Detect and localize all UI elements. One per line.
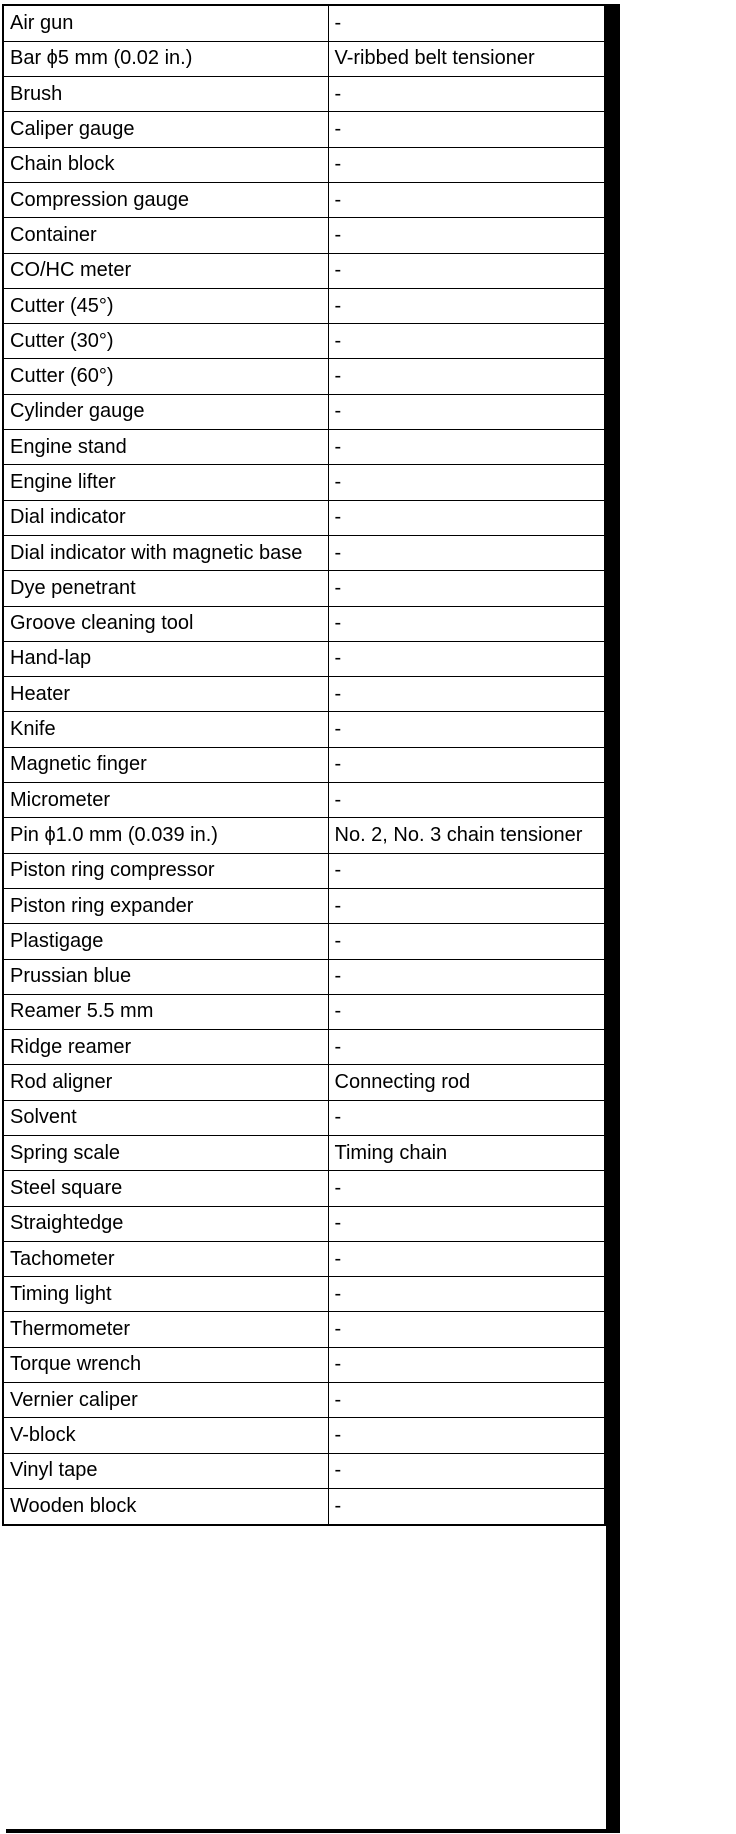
- part-name-cell: V-ribbed belt tensioner: [328, 41, 604, 76]
- table-row: [4, 324, 604, 359]
- tool-name-cell: Air gun: [4, 6, 328, 41]
- tool-name-cell: Caliper gauge: [4, 112, 328, 147]
- tool-name-cell: Dial indicator: [4, 500, 328, 535]
- tool-name-cell: Chain block: [4, 147, 328, 182]
- part-name-cell: -: [328, 1488, 604, 1523]
- table-row: [4, 218, 604, 253]
- table-row: [4, 571, 604, 606]
- part-name-cell: -: [328, 783, 604, 818]
- table-row: [4, 641, 604, 676]
- part-name-cell: -: [328, 182, 604, 217]
- tool-name-cell: Heater: [4, 677, 328, 712]
- tools-table: [4, 6, 604, 1524]
- tool-name-cell: Steel square: [4, 1171, 328, 1206]
- part-name-cell: No. 2, No. 3 chain tensioner: [328, 818, 604, 853]
- part-name-cell: -: [328, 853, 604, 888]
- table-row: [4, 1383, 604, 1418]
- part-name-cell: -: [328, 253, 604, 288]
- part-name-cell: -: [328, 1030, 604, 1065]
- table-row: [4, 783, 604, 818]
- part-name-cell: -: [328, 6, 604, 41]
- part-name-cell: -: [328, 465, 604, 500]
- part-name-cell: -: [328, 1453, 604, 1488]
- table-row: [4, 535, 604, 570]
- table-row: [4, 1347, 604, 1382]
- table-row: [4, 41, 604, 76]
- table-row: [4, 147, 604, 182]
- part-name-cell: -: [328, 571, 604, 606]
- part-name-cell: -: [328, 430, 604, 465]
- tool-name-cell: Compression gauge: [4, 182, 328, 217]
- part-name-cell: -: [328, 77, 604, 112]
- table-row: [4, 853, 604, 888]
- part-name-cell: Connecting rod: [328, 1065, 604, 1100]
- tool-name-cell: Brush: [4, 77, 328, 112]
- part-name-cell: -: [328, 288, 604, 323]
- part-name-cell: -: [328, 1241, 604, 1276]
- tool-name-cell: Timing light: [4, 1277, 328, 1312]
- table-row: [4, 924, 604, 959]
- tool-name-cell: CO/HC meter: [4, 253, 328, 288]
- table-row: [4, 182, 604, 217]
- shadow-right: [606, 4, 620, 1833]
- table-row: [4, 606, 604, 641]
- table-row: [4, 500, 604, 535]
- table-row: [4, 994, 604, 1029]
- table-row: [4, 1453, 604, 1488]
- table-row: [4, 1277, 604, 1312]
- part-name-cell: -: [328, 500, 604, 535]
- tool-name-cell: Container: [4, 218, 328, 253]
- part-name-cell: -: [328, 606, 604, 641]
- table-row: [4, 359, 604, 394]
- table-row: [4, 112, 604, 147]
- table-row: [4, 1100, 604, 1135]
- tool-name-cell: Rod aligner: [4, 1065, 328, 1100]
- tool-name-cell: Plastigage: [4, 924, 328, 959]
- tool-name-cell: Cutter (60°): [4, 359, 328, 394]
- tool-name-cell: Prussian blue: [4, 959, 328, 994]
- table-row: [4, 430, 604, 465]
- tool-name-cell: Magnetic finger: [4, 747, 328, 782]
- table-row: [4, 677, 604, 712]
- table-row: [4, 1171, 604, 1206]
- tool-name-cell: Engine lifter: [4, 465, 328, 500]
- part-name-cell: -: [328, 218, 604, 253]
- part-name-cell: -: [328, 1312, 604, 1347]
- table-row: [4, 1418, 604, 1453]
- table-row: [4, 1206, 604, 1241]
- table-row: [4, 712, 604, 747]
- table-row: [4, 394, 604, 429]
- tool-name-cell: Groove cleaning tool: [4, 606, 328, 641]
- tools-table-body: [4, 6, 604, 1524]
- table-row: [4, 253, 604, 288]
- tool-name-cell: Solvent: [4, 1100, 328, 1135]
- part-name-cell: -: [328, 959, 604, 994]
- tool-name-cell: Pin ϕ1.0 mm (0.039 in.): [4, 818, 328, 853]
- part-name-cell: -: [328, 677, 604, 712]
- part-name-cell: -: [328, 1347, 604, 1382]
- tool-name-cell: Cutter (30°): [4, 324, 328, 359]
- table-row: [4, 77, 604, 112]
- tool-name-cell: Wooden block: [4, 1488, 328, 1523]
- tool-name-cell: V-block: [4, 1418, 328, 1453]
- part-name-cell: -: [328, 1100, 604, 1135]
- table-row: [4, 1030, 604, 1065]
- tool-name-cell: Thermometer: [4, 1312, 328, 1347]
- table-row: [4, 1241, 604, 1276]
- shadow-bottom: [6, 1829, 620, 1833]
- part-name-cell: -: [328, 112, 604, 147]
- tool-name-cell: Vinyl tape: [4, 1453, 328, 1488]
- tool-name-cell: Piston ring expander: [4, 888, 328, 923]
- tool-name-cell: Cutter (45°): [4, 288, 328, 323]
- part-name-cell: -: [328, 1277, 604, 1312]
- table-row: [4, 6, 604, 41]
- table-row: [4, 288, 604, 323]
- part-name-cell: -: [328, 324, 604, 359]
- part-name-cell: -: [328, 994, 604, 1029]
- tool-name-cell: Engine stand: [4, 430, 328, 465]
- tool-name-cell: Reamer 5.5 mm: [4, 994, 328, 1029]
- part-name-cell: -: [328, 747, 604, 782]
- part-name-cell: -: [328, 1418, 604, 1453]
- tool-name-cell: Straightedge: [4, 1206, 328, 1241]
- part-name-cell: -: [328, 394, 604, 429]
- part-name-cell: -: [328, 1171, 604, 1206]
- part-name-cell: -: [328, 359, 604, 394]
- part-name-cell: -: [328, 1383, 604, 1418]
- part-name-cell: -: [328, 888, 604, 923]
- tool-name-cell: Torque wrench: [4, 1347, 328, 1382]
- table-row: [4, 888, 604, 923]
- tool-name-cell: Knife: [4, 712, 328, 747]
- part-name-cell: -: [328, 712, 604, 747]
- table-row: [4, 1312, 604, 1347]
- tools-table-frame: [2, 4, 606, 1526]
- tool-name-cell: Micrometer: [4, 783, 328, 818]
- table-row: [4, 959, 604, 994]
- part-name-cell: -: [328, 641, 604, 676]
- table-row: [4, 1065, 604, 1100]
- part-name-cell: -: [328, 924, 604, 959]
- part-name-cell: -: [328, 535, 604, 570]
- part-name-cell: -: [328, 1206, 604, 1241]
- tool-name-cell: Vernier caliper: [4, 1383, 328, 1418]
- table-row: [4, 465, 604, 500]
- table-row: [4, 818, 604, 853]
- tool-name-cell: Spring scale: [4, 1136, 328, 1171]
- table-row: [4, 747, 604, 782]
- tool-name-cell: Dye penetrant: [4, 571, 328, 606]
- part-name-cell: -: [328, 147, 604, 182]
- table-row: [4, 1136, 604, 1171]
- part-name-cell: Timing chain: [328, 1136, 604, 1171]
- tool-name-cell: Dial indicator with magnetic base: [4, 535, 328, 570]
- tool-name-cell: Ridge reamer: [4, 1030, 328, 1065]
- tool-name-cell: Hand-lap: [4, 641, 328, 676]
- tool-name-cell: Bar ϕ5 mm (0.02 in.): [4, 41, 328, 76]
- tool-name-cell: Tachometer: [4, 1241, 328, 1276]
- tool-name-cell: Cylinder gauge: [4, 394, 328, 429]
- table-row: [4, 1488, 604, 1523]
- tool-name-cell: Piston ring compressor: [4, 853, 328, 888]
